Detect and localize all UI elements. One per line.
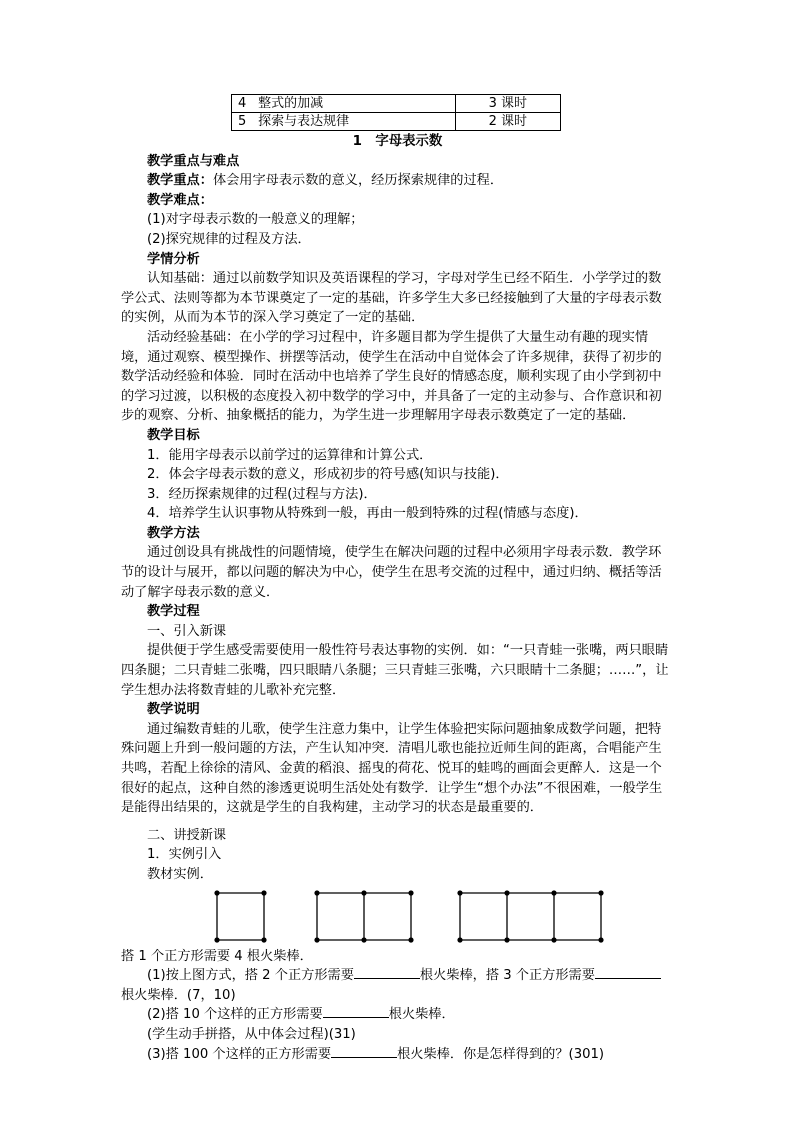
part-one-paragraph: 提供便于学生感受需要使用一般性符号表达事物的实例．如：“一只青蛙一张嘴，两只眼睛四条腿；二只青蛙二张嘴，四只眼睛八条腿；三只青蛙三张嘴，六只眼睛十二条腿；……”，让学生想办法将数青蛙的儿歌补充完整． — [121, 643, 669, 698]
row-number: 4 — [232, 95, 253, 113]
question-three — [121, 1045, 674, 1065]
question-one — [121, 966, 674, 986]
square-group-1 — [214, 890, 266, 942]
answer-blank[interactable] — [595, 966, 661, 979]
row-hours: 2 课时 — [455, 113, 560, 131]
goal-item: 4．培养学生认识事物从特殊到一般，再由一般到特殊的过程(情感与态度)． — [147, 506, 588, 522]
method-paragraph: 通过创设具有挑战性的问题情境，使学生在解决问题的过程中必须用字母表示数．教学环节的设计与展开，都以问题的解决为中心，使学生在思考交流的过程中，通过归纳、概括等活动了解字母表示数的意义． — [121, 545, 662, 600]
vertex-dot — [261, 937, 266, 942]
focus-text: 体会用字母表示数的意义，经历探索规律的过程． — [212, 173, 504, 189]
matchstick-squares-diagram — [121, 889, 674, 945]
vertex-dot — [457, 937, 462, 942]
focus-line — [121, 171, 674, 191]
heading-goals: 教学目标 — [147, 427, 200, 443]
document-content — [121, 94, 674, 1064]
heading-key-points: 教学重点与难点 — [147, 153, 240, 169]
note-paragraph: 通过编数青蛙的儿歌，使学生注意力集中，让学生体验把实际问题抽象成数学问题，把特殊问题上升到一般问题的方法，产生认知冲突．清唱儿歌也能拉近师生间的距离，合唱能产生共鸣，若配上徐徐的清风、金黄的稻浪、摇曳的荷花、悦耳的蛙鸣的画面会更醉人．这是一个很好的起点，这种自然的渗透更说明生活处处有数学．让学生“想个办法”不很困难，一般学生是能得出结果的，这就是学生的自我构建，主动学习的状态是最重要的． — [121, 721, 663, 816]
goal-item: 2．体会字母表示数的意义，形成初步的符号感(知识与技能)． — [147, 467, 509, 483]
question-three-part-b: 根火柴棒．你是怎样得到的？(301) — [397, 1046, 605, 1062]
square-group-3 — [457, 890, 603, 942]
square-group-2 — [314, 890, 413, 942]
part-two-title: 二、讲授新课 — [147, 827, 227, 843]
heading-method: 教学方法 — [147, 525, 200, 541]
part-one-title: 一、引入新课 — [147, 623, 227, 639]
heading-process: 教学过程 — [147, 604, 200, 620]
question-three-part-a: (3)搭 100 个这样的正方形需要 — [147, 1046, 332, 1062]
figure-caption: 搭 1 个正方形需要 4 根火柴棒． — [121, 948, 313, 964]
row-hours: 3 课时 — [455, 95, 560, 113]
heading-note: 教学说明 — [147, 702, 200, 718]
difficulty-item: (2)探究规律的过程及方法． — [147, 231, 311, 247]
analysis-paragraph: 认知基础：通过以前数学知识及英语课程的学习，字母对学生已经不陌生．小学学过的数学公式、法则等都为本节课奠定了一定的基础，许多学生大多已经接触到了大量的字母表示数的实例，从而为本节的深入学习奠定了一定的基础． — [121, 271, 662, 326]
row-topic: 整式的加减 — [252, 95, 455, 113]
row-number: 5 — [232, 113, 253, 131]
difficulty-label: 教学难点： — [147, 192, 213, 208]
table-row — [232, 95, 561, 113]
vertex-dot — [551, 937, 556, 942]
focus-label: 教学重点： — [147, 173, 213, 189]
answer-blank[interactable] — [354, 966, 420, 979]
vertex-dot — [261, 890, 266, 895]
vertex-dot — [361, 890, 366, 895]
answer-blank[interactable] — [323, 1005, 389, 1018]
example-label: 教材实例． — [147, 866, 213, 882]
vertex-dot — [457, 890, 462, 895]
difficulty-item: (1)对字母表示数的一般意义的理解； — [147, 212, 364, 228]
question-one-continued: 根火柴棒．(7，10) — [121, 987, 236, 1003]
heading-analysis: 学情分析 — [147, 251, 200, 267]
question-two-note: (学生动手拼搭，从中体会过程)(31) — [147, 1026, 356, 1042]
vertex-dot — [598, 937, 603, 942]
question-two-part-a: (2)搭 10 个这样的正方形需要 — [147, 1007, 323, 1023]
vertex-dot — [408, 937, 413, 942]
vertex-dot — [551, 890, 556, 895]
vertex-dot — [504, 937, 509, 942]
question-two-part-b: 根火柴棒． — [388, 1007, 455, 1023]
vertex-dot — [314, 890, 319, 895]
question-two — [121, 1005, 674, 1025]
row-topic: 探索与表达规律 — [252, 113, 455, 131]
analysis-paragraph: 活动经验基础：在小学的学习过程中，许多题目都为学生提供了大量生动有趣的现实情境，通过观察、模型操作、拼摆等活动，使学生在活动中自觉体会了许多规律，获得了初步的数学活动经验和体验．同时在活动中也培养了学生良好的情感态度，顺利实现了由小学到初中的学习过渡，以积极的态度投入初中数学的学习中，并具备了一定的主动参与、合作意识和初步的观察、分析、抽象概括的能力，为学生进一步理解用字母表示数奠定了一定的基础． — [121, 329, 662, 424]
lesson-hours-table — [231, 94, 561, 131]
table-row — [232, 113, 561, 131]
vertex-dot — [214, 937, 219, 942]
goal-item: 3．经历探索规律的过程(过程与方法)． — [147, 486, 377, 502]
question-one-part-b: 根火柴棒，搭 3 个正方形需要 — [419, 968, 595, 984]
vertex-dot — [504, 890, 509, 895]
section-title: 1 字母表示数 — [352, 134, 443, 149]
question-one-part-a: (1)按上图方式，搭 2 个正方形需要 — [147, 968, 354, 984]
vertex-dot — [598, 890, 603, 895]
vertex-dot — [314, 937, 319, 942]
goal-item: 1．能用字母表示以前学过的运算律和计算公式． — [147, 447, 433, 463]
vertex-dot — [214, 890, 219, 895]
vertex-dot — [408, 890, 413, 895]
matchstick-figure — [121, 889, 674, 945]
vertex-dot — [361, 937, 366, 942]
answer-blank[interactable] — [331, 1045, 397, 1058]
subsection-title: 1．实例引入 — [147, 847, 222, 863]
